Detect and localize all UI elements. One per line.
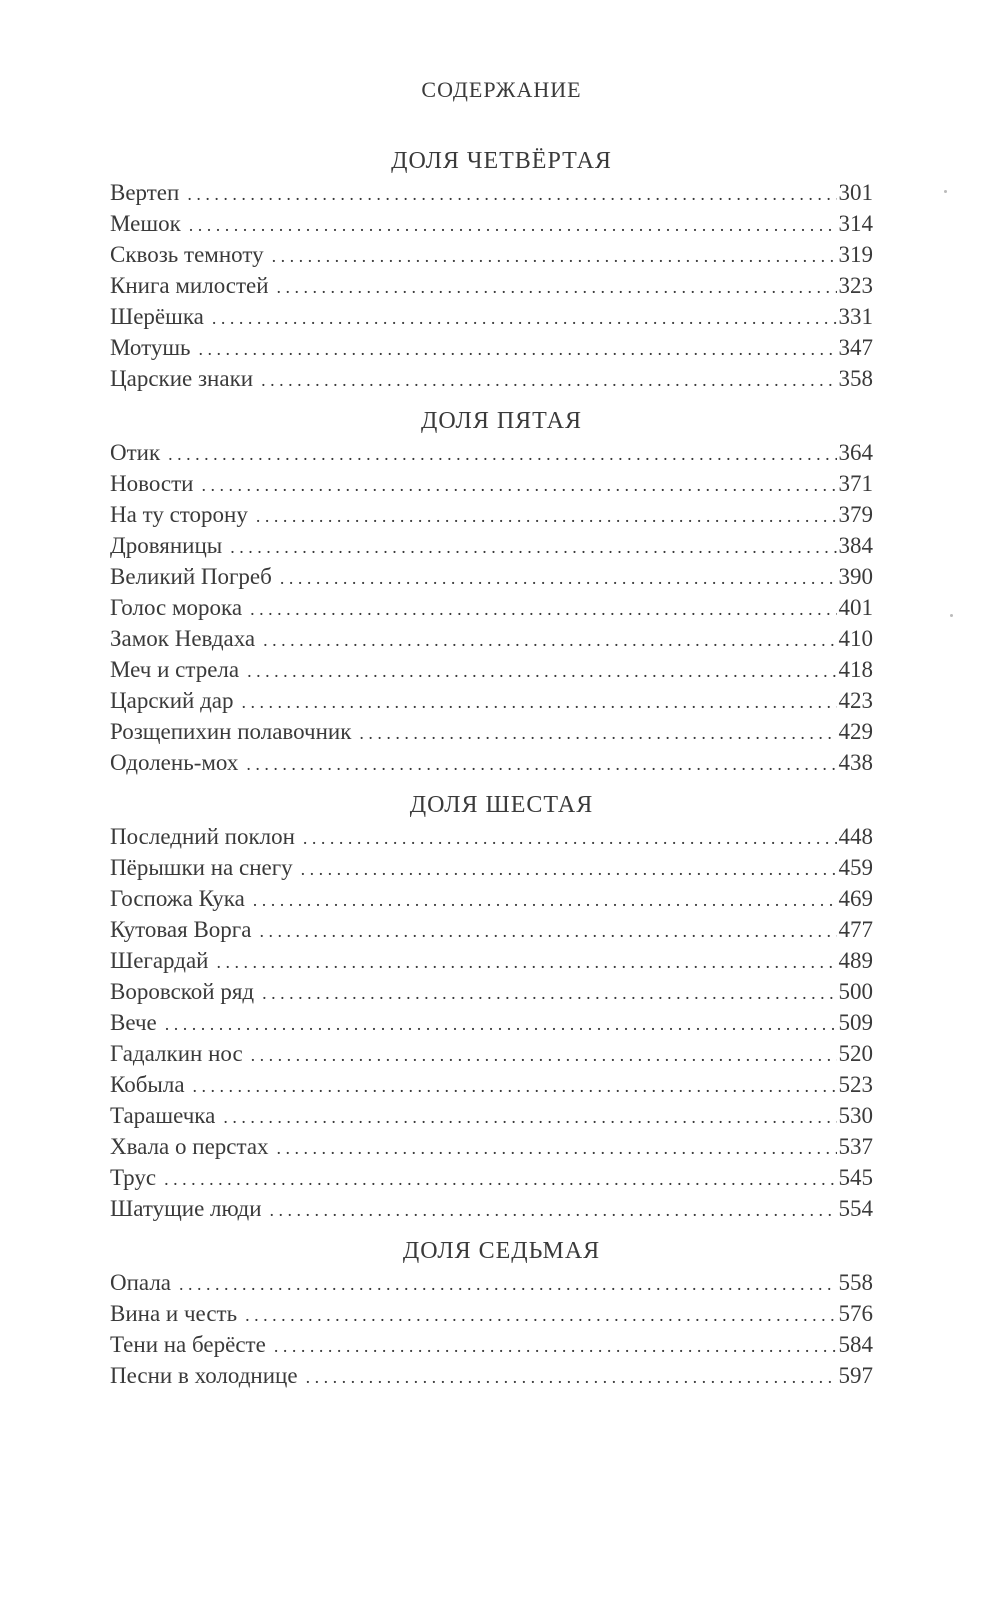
entry-page-number: 314 [838,211,873,236]
entry-title: Кутовая Ворга [110,917,252,942]
toc-entry [110,208,873,239]
toc-entry [110,332,873,363]
entry-page-number: 364 [838,440,873,465]
entry-page-number: 438 [838,750,873,775]
toc-entry [110,592,873,623]
dot-leader [179,1269,836,1300]
dot-leader [187,179,836,210]
entry-title: Великий Погреб [110,564,272,589]
entry-page-number: 523 [838,1072,873,1097]
entry-title: Тарашечка [110,1103,216,1128]
entry-page-number: 597 [838,1363,873,1388]
entry-title: Опала [110,1270,172,1295]
toc-entry [110,883,873,914]
dot-leader [250,594,836,625]
toc-entry [110,270,873,301]
entry-title: Сквозь темноту [110,242,264,267]
toc-entry [110,1360,873,1391]
entry-title: Гадалкин нос [110,1041,243,1066]
dot-leader [272,241,837,272]
toc-entry [110,821,873,852]
dot-leader [253,885,837,916]
entry-page-number: 384 [838,533,873,558]
entry-title: Песни в холоднице [110,1363,298,1388]
dot-leader [277,272,837,303]
toc-entry [110,499,873,530]
toc-sections [110,146,873,1391]
toc-entry [110,945,873,976]
entry-title: Царский дар [110,688,234,713]
entry-title: Вертеп [110,180,180,205]
entry-page-number: 401 [838,595,873,620]
entry-page-number: 429 [838,719,873,744]
entry-title: На ту сторону [110,502,248,527]
entry-page-number: 358 [838,366,873,391]
toc-entry [110,716,873,747]
dot-leader [201,470,836,501]
dot-leader [193,1071,837,1102]
dot-leader [164,1164,836,1195]
entry-title: Госпожа Кука [110,886,245,911]
entry-page-number: 545 [838,1165,873,1190]
toc-entry [110,1298,873,1329]
entry-title: Последний поклон [110,824,295,849]
entry-title: Вече [110,1010,157,1035]
entry-page-number: 554 [838,1196,873,1221]
entry-page-number: 379 [838,502,873,527]
toc-entry [110,1100,873,1131]
table-of-contents [110,70,873,1391]
dot-leader [199,334,837,365]
entry-page-number: 584 [838,1332,873,1357]
toc-entry [110,623,873,654]
dot-leader [262,978,836,1009]
entry-title: Меч и стрела [110,657,240,682]
entry-page-number: 423 [838,688,873,713]
dot-leader [216,947,836,978]
toc-entry [110,561,873,592]
toc-section [110,790,873,1224]
toc-entry [110,1007,873,1038]
entry-page-number: 500 [838,979,873,1004]
toc-entry [110,1038,873,1069]
toc-entry [110,1329,873,1360]
section-title: ДОЛЯ СЕДЬМАЯ [402,1238,601,1264]
entry-page-number: 576 [838,1301,873,1326]
dot-leader [270,1195,837,1226]
section-title: ДОЛЯ ЧЕТВЁРТАЯ [391,148,612,174]
toc-entry [110,1267,873,1298]
entry-page-number: 410 [838,626,873,651]
entry-title: Отик [110,440,161,465]
entry-title: Дровяницы [110,533,223,558]
entry-title: Пёрышки на снегу [110,855,293,880]
toc-entry [110,747,873,778]
toc-entry [110,363,873,394]
dot-leader [359,718,836,749]
entry-page-number: 469 [838,886,873,911]
dot-leader [263,625,836,656]
toc-section [110,1236,873,1391]
entry-page-number: 489 [838,948,873,973]
toc-entry [110,1069,873,1100]
dot-leader [247,656,836,687]
entry-page-number: 323 [838,273,873,298]
section-title: ДОЛЯ ПЯТАЯ [421,408,582,434]
dot-leader [256,501,837,532]
entry-title: Голос морока [110,595,243,620]
page-title: СОДЕРЖАНИЕ [421,77,582,102]
dot-leader [301,854,837,885]
entry-title: Мешок [110,211,181,236]
entry-page-number: 331 [838,304,873,329]
dot-leader [212,303,837,334]
entry-title: Шерёшка [110,304,204,329]
entry-title: Новости [110,471,194,496]
entry-title: Розщепихин полавочник [110,719,352,744]
entry-title: Кобыла [110,1072,185,1097]
toc-section [110,406,873,778]
toc-entry [110,530,873,561]
dot-leader [259,916,836,947]
toc-entry [110,301,873,332]
dot-leader [241,687,836,718]
entry-title: Тени на берёсте [110,1332,266,1357]
entry-title: Шегардай [110,948,209,973]
toc-entry [110,239,873,270]
toc-entry [110,1131,873,1162]
dot-leader [261,365,836,396]
section-title: ДОЛЯ ШЕСТАЯ [409,792,594,818]
entry-title: Царские знаки [110,366,254,391]
toc-entry [110,1193,873,1224]
entry-page-number: 459 [838,855,873,880]
dot-leader [223,1102,836,1133]
dot-leader [306,1362,837,1393]
entry-page-number: 448 [838,824,873,849]
entry-title: Шатущие люди [110,1196,262,1221]
toc-entry [110,468,873,499]
entry-title: Книга милостей [110,273,269,298]
entry-page-number: 418 [838,657,873,682]
dot-leader [189,210,837,241]
toc-entry [110,685,873,716]
dot-leader [277,1133,837,1164]
dot-leader [303,823,837,854]
dot-leader [246,749,836,780]
entry-title: Мотушь [110,335,191,360]
toc-entry [110,177,873,208]
dot-leader [165,1009,837,1040]
dot-leader [230,532,836,563]
entry-page-number: 371 [838,471,873,496]
toc-section [110,146,873,394]
entry-page-number: 301 [838,180,873,205]
entry-page-number: 477 [838,917,873,942]
margin-speck [950,614,953,617]
toc-entry [110,654,873,685]
dot-leader [280,563,837,594]
toc-entry [110,976,873,1007]
margin-speck [944,190,947,193]
entry-title: Воровской ряд [110,979,255,1004]
entry-title: Одолень-мох [110,750,239,775]
dot-leader [274,1331,837,1362]
entry-page-number: 347 [838,335,873,360]
toc-entry [110,1162,873,1193]
toc-entry [110,437,873,468]
toc-entry [110,914,873,945]
toc-entry [110,852,873,883]
dot-leader [251,1040,837,1071]
entry-title: Трус [110,1165,157,1190]
entry-title: Хвала о перстах [110,1134,269,1159]
dot-leader [168,439,836,470]
entry-page-number: 537 [838,1134,873,1159]
dot-leader [245,1300,836,1331]
entry-page-number: 530 [838,1103,873,1128]
entry-title: Замок Невдаха [110,626,256,651]
entry-page-number: 390 [838,564,873,589]
entry-page-number: 319 [838,242,873,267]
entry-page-number: 520 [838,1041,873,1066]
entry-page-number: 558 [838,1270,873,1295]
entry-title: Вина и честь [110,1301,238,1326]
entry-page-number: 509 [838,1010,873,1035]
